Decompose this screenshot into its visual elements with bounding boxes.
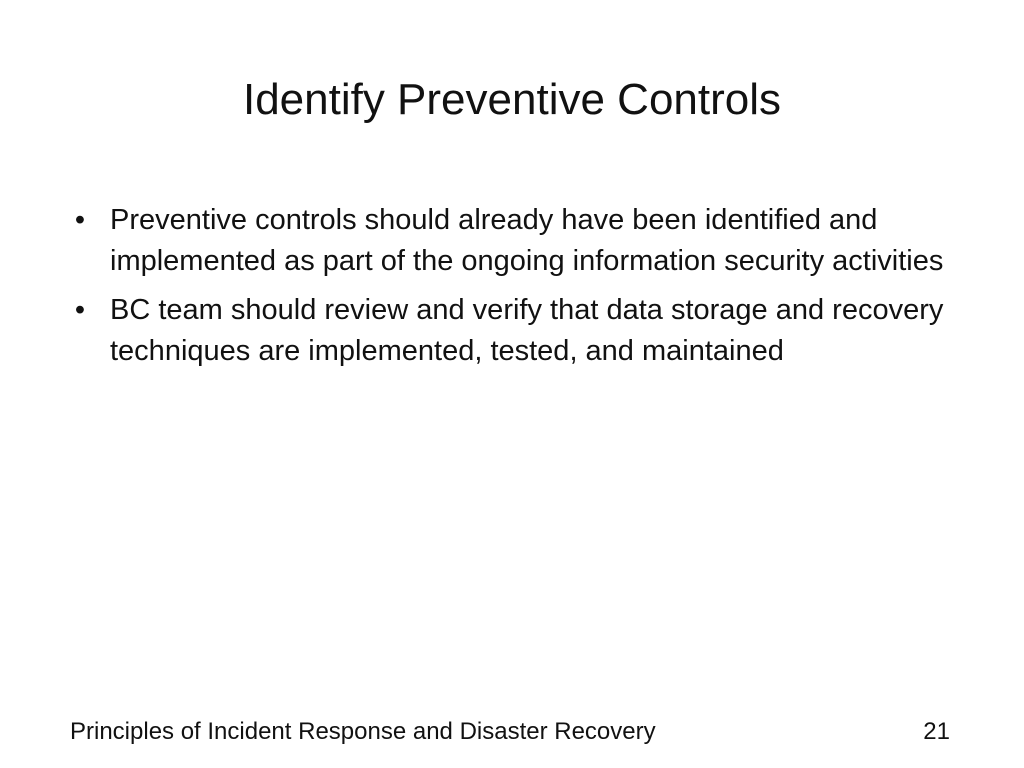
bullet-item bbox=[70, 200, 970, 282]
bullet-text: BC team should review and verify that data storage and recovery techniques are implemented, tested, and maintained bbox=[110, 294, 944, 367]
bullet-text: Preventive controls should already have been identified and implemented as part of the ongoing information security activities bbox=[110, 204, 944, 277]
page-number: 21 bbox=[923, 718, 950, 745]
bullet-item bbox=[70, 290, 970, 372]
bullet-list bbox=[70, 200, 970, 380]
bullet-icon: • bbox=[74, 294, 86, 326]
footer-course-title: Principles of Incident Response and Disaster Recovery bbox=[70, 718, 656, 745]
slide-title: Identify Preventive Controls bbox=[242, 75, 782, 124]
bullet-icon: • bbox=[74, 204, 86, 236]
